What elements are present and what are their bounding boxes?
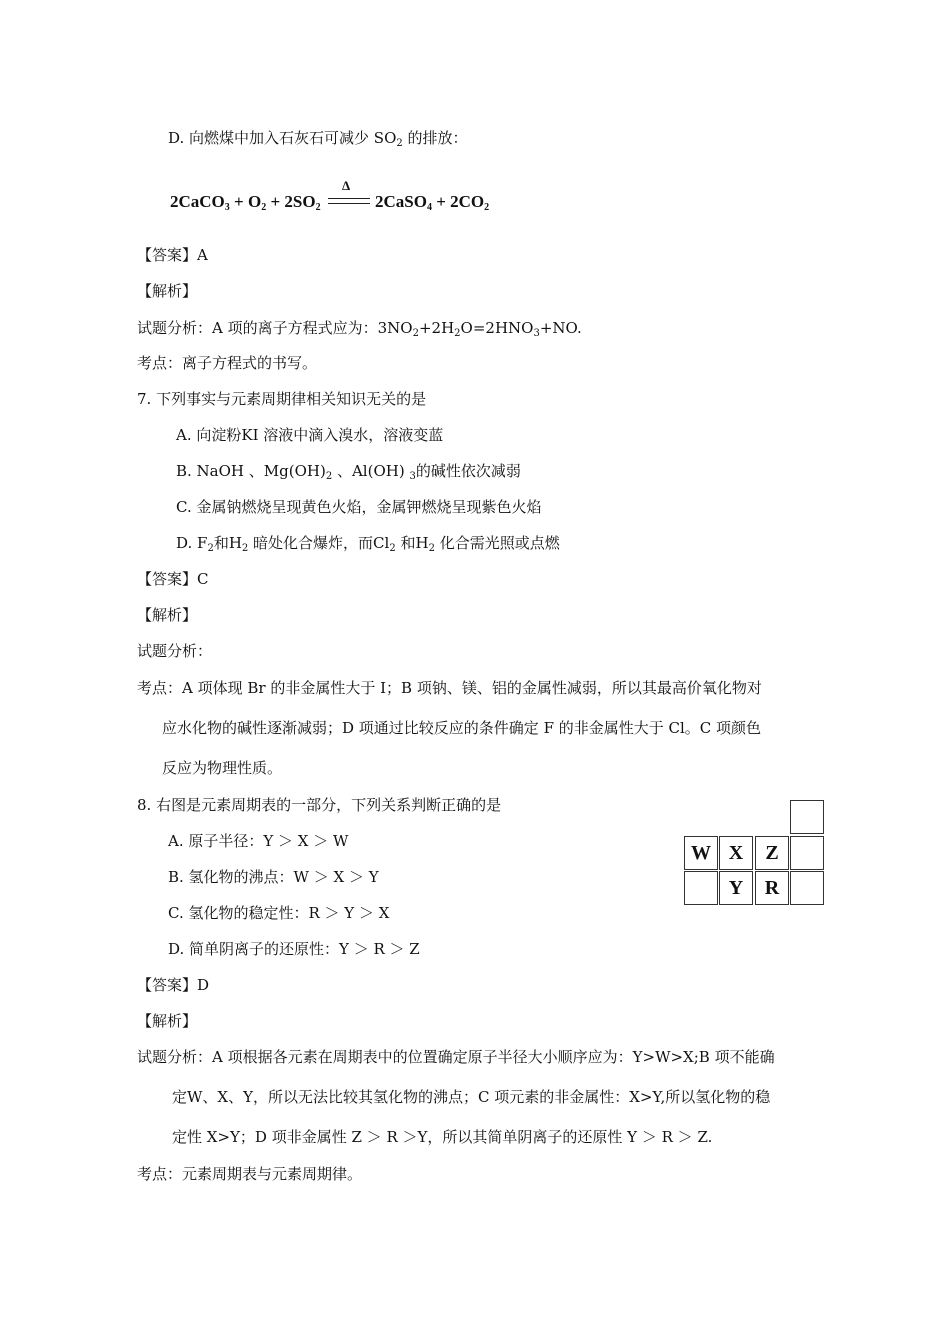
q6-kaodian: 考点：离子方程式的书写。	[137, 354, 318, 372]
q6-answer: 【答案】A	[137, 246, 208, 264]
q7-stem: 7. 下列事实与元素周期律相关知识无关的是	[137, 390, 427, 408]
equation-bar-top	[328, 198, 370, 199]
equation-bar-bottom	[328, 203, 370, 204]
q7-option-a: A. 向淀粉KI 溶液中滴入溴水，溶液变蓝	[176, 426, 444, 444]
table-cell-row2-1	[684, 871, 718, 905]
q6-option-d: D. 向燃煤中加入石灰石可减少 $SO_2$ 的排放：	[168, 129, 468, 149]
periodic-table-fragment	[684, 800, 828, 908]
q8-stem: 8. 右图是元素周期表的一部分，下列关系判断正确的是	[137, 796, 502, 814]
q8-analysis-line-1: 试题分析：A 项根据各元素在周期表中的位置确定原子半径大小顺序应为：Y>W>X;B 项不能确	[137, 1048, 775, 1066]
q6-analysis-header: 【解析】	[137, 282, 198, 300]
equation-left: 2CaCO$_3$ + $O_2 + 2SO_2$	[170, 192, 321, 213]
q7-option-d: D. $F_2$和$H_2$ 暗处化合爆炸，而$Cl_2$ 和$H_2$ 化合需光照或点燃	[176, 534, 560, 554]
q7-analysis-header: 【解析】	[137, 606, 198, 624]
table-cell-row2-4	[790, 871, 824, 905]
q7-analysis: 试题分析：	[137, 642, 213, 660]
q7-option-b: B. NaOH 、$Mg(OH)_2$ 、Al(OH) $_3$的碱性依次减弱	[176, 462, 521, 482]
q8-analysis-line-3: 定性 X>Y；D 项非金属性 Z ＞ R ＞Y，所以其简单阴离子的还原性 Y ＞ R ＞ Z.	[172, 1128, 713, 1146]
table-cell-row1-4	[790, 836, 824, 870]
q7-option-c: C. 金属钠燃烧呈现黄色火焰，金属钾燃烧呈现紫色火焰	[176, 498, 542, 516]
q7-answer: 【答案】C	[137, 570, 209, 588]
q7-kaodian-line-1: 考点：A 项体现 Br 的非金属性大于 I；B 项钠、镁、铝的金属性减弱，所以其最高价氧化物对	[137, 679, 762, 697]
q8-option-c: C. 氢化物的稳定性：R ＞ Y ＞ X	[168, 904, 390, 922]
equation-right: 2CaSO$_4$ + $2CO_2$	[375, 192, 490, 213]
q8-analysis-header: 【解析】	[137, 1012, 198, 1030]
q7-kaodian-line-2: 应水化物的碱性逐渐减弱；D 项通过比较反应的条件确定 F 的非金属性大于 Cl。C 项颜色	[162, 719, 762, 737]
table-cell-x: X	[719, 836, 753, 870]
q6-chemical-equation	[170, 178, 490, 218]
q8-option-b: B. 氢化物的沸点：W ＞ X ＞ Y	[168, 868, 379, 886]
q6-analysis: 试题分析：A 项的离子方程式应为：$3NO_2+2H_2O=2HNO_3+NO$.	[137, 319, 582, 339]
q8-kaodian: 考点：元素周期表与元素周期律。	[137, 1165, 363, 1183]
table-cell-w: W	[684, 836, 718, 870]
table-cell-top-right	[790, 800, 824, 834]
heating-condition: Δ	[342, 178, 351, 193]
q7-kaodian-line-3: 反应为物理性质。	[162, 759, 283, 777]
q8-option-a: A. 原子半径：Y ＞ X ＞ W	[168, 832, 349, 850]
table-cell-r: R	[755, 871, 789, 905]
q8-option-d: D. 简单阴离子的还原性：Y ＞ R ＞ Z	[168, 940, 420, 958]
table-cell-z: Z	[755, 836, 789, 870]
table-cell-y: Y	[719, 871, 753, 905]
q8-answer: 【答案】D	[137, 976, 210, 994]
q8-analysis-line-2: 定W、X、Y，所以无法比较其氢化物的沸点；C 项元素的非金属性：X>Y,所以氢化物的稳	[172, 1088, 771, 1106]
